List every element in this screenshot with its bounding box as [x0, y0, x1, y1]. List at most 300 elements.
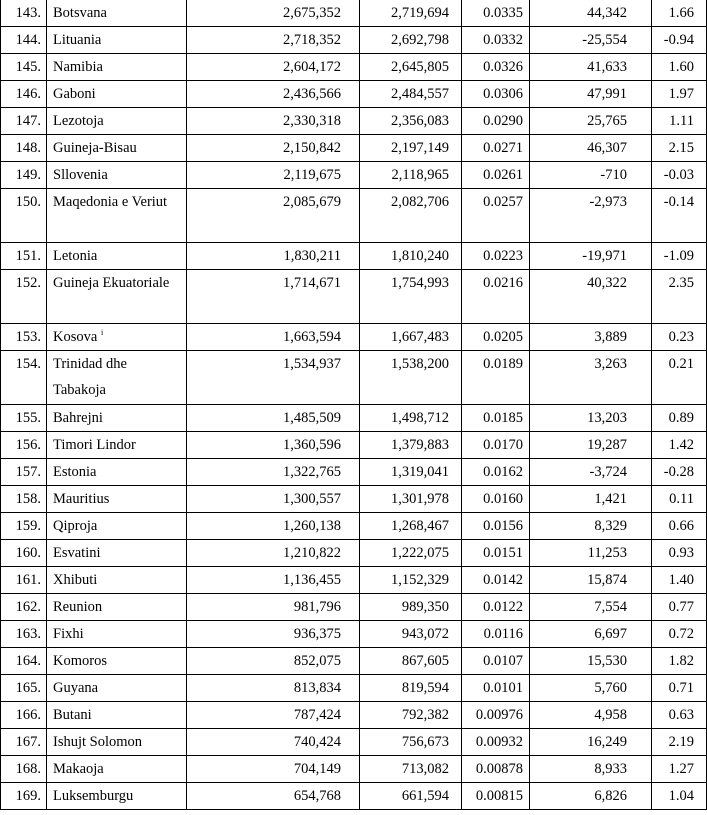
population-previous-cell-text: 2,330,318: [283, 113, 341, 129]
rank-cell-text: 144.: [15, 32, 41, 48]
population-change-cell: [530, 567, 652, 594]
world-share-cell: [462, 756, 530, 783]
population-change-cell: [530, 135, 652, 162]
rank-cell: [1, 243, 47, 270]
population-previous-cell-text: 2,718,352: [283, 32, 341, 48]
table-row: [1, 0, 707, 27]
country-name-cell: [47, 567, 187, 594]
table-row: [1, 783, 707, 810]
rank-cell: [1, 702, 47, 729]
population-previous-cell: [187, 162, 360, 189]
percent-change-cell-text: 2.35: [668, 275, 694, 291]
country-name-cell: [47, 702, 187, 729]
population-current-cell-text: 989,350: [401, 599, 449, 615]
population-previous-cell: [187, 54, 360, 81]
percent-change-cell-text: 0.23: [668, 329, 694, 345]
rank-cell-text: 160.: [15, 545, 41, 561]
rank-cell-text: 148.: [15, 140, 41, 156]
world-share-cell-text: 0.0261: [483, 167, 523, 183]
country-name-cell-text: Fixhi: [53, 626, 84, 642]
percent-change-cell: [652, 594, 707, 621]
table-row: [1, 27, 707, 54]
table-row: [1, 432, 707, 459]
rank-cell-text: 163.: [15, 626, 41, 642]
percent-change-cell-text: 1.66: [668, 5, 694, 21]
percent-change-cell-text: 0.93: [668, 545, 694, 561]
table-row: [1, 675, 707, 702]
world-share-cell: [462, 567, 530, 594]
world-share-cell-text: 0.0257: [483, 194, 523, 210]
table-row: [1, 405, 707, 432]
world-share-cell: [462, 270, 530, 324]
table-row: [1, 486, 707, 513]
population-current-cell: [360, 459, 462, 486]
population-change-cell: [530, 594, 652, 621]
world-share-cell: [462, 783, 530, 810]
world-share-cell: [462, 513, 530, 540]
rank-cell-text: 158.: [15, 491, 41, 507]
percent-change-cell-text: 1.82: [668, 653, 694, 669]
percent-change-cell: [652, 108, 707, 135]
percent-change-cell-text: 0.11: [669, 491, 694, 507]
country-name-cell: [47, 0, 187, 27]
rank-cell-text: 161.: [15, 572, 41, 588]
percent-change-cell: [652, 459, 707, 486]
country-name-cell-text: Xhibuti: [53, 572, 98, 588]
population-current-cell: [360, 135, 462, 162]
country-name-cell: [47, 81, 187, 108]
country-name-cell-text: Luksemburgu: [53, 788, 134, 804]
world-share-cell-text: 0.00815: [475, 788, 523, 804]
population-current-cell-text: 1,379,883: [391, 437, 449, 453]
population-current-cell: [360, 54, 462, 81]
population-previous-cell-text: 787,424: [293, 707, 341, 723]
population-current-cell: [360, 108, 462, 135]
rank-cell: [1, 135, 47, 162]
world-share-cell-text: 0.0122: [483, 599, 523, 615]
world-share-cell-text: 0.0107: [483, 653, 523, 669]
population-previous-cell-text: 981,796: [293, 599, 341, 615]
world-share-cell-text: 0.00976: [475, 707, 523, 723]
population-change-cell: [530, 756, 652, 783]
population-previous-cell-text: 936,375: [293, 626, 341, 642]
world-share-cell-text: 0.0223: [483, 248, 523, 264]
rank-cell: [1, 594, 47, 621]
population-previous-cell: [187, 756, 360, 783]
world-share-cell-text: 0.0335: [483, 5, 523, 21]
population-current-cell-text: 819,594: [401, 680, 449, 696]
population-previous-cell: [187, 540, 360, 567]
percent-change-cell: [652, 135, 707, 162]
rank-cell: [1, 27, 47, 54]
population-current-cell: [360, 432, 462, 459]
population-current-cell: [360, 675, 462, 702]
population-change-cell-text: 5,760: [594, 680, 627, 696]
population-previous-cell: [187, 594, 360, 621]
table-row: [1, 108, 707, 135]
rank-cell-text: 154.: [15, 356, 41, 372]
population-previous-cell-text: 740,424: [293, 734, 341, 750]
population-previous-cell-text: 1,663,594: [283, 329, 341, 345]
population-current-cell-text: 1,301,978: [391, 491, 449, 507]
population-current-cell: [360, 621, 462, 648]
population-current-cell-text: 867,605: [401, 653, 449, 669]
population-current-cell: [360, 243, 462, 270]
population-previous-cell: [187, 405, 360, 432]
world-share-cell-text: 0.00932: [475, 734, 523, 750]
table-row: [1, 459, 707, 486]
population-previous-cell: [187, 81, 360, 108]
country-name-cell-text: Komoros: [53, 653, 107, 669]
country-name-cell: [47, 756, 187, 783]
rank-cell-text: 149.: [15, 167, 41, 183]
rank-cell: [1, 270, 47, 324]
population-previous-cell-text: 2,085,679: [283, 194, 341, 210]
rank-cell-text: 157.: [15, 464, 41, 480]
country-name-cell-text: Estonia: [53, 464, 97, 480]
rank-cell-text: 164.: [15, 653, 41, 669]
population-change-cell: [530, 0, 652, 27]
rank-cell: [1, 108, 47, 135]
population-change-cell-text: 1,421: [594, 491, 627, 507]
percent-change-cell-text: 0.66: [668, 518, 694, 534]
percent-change-cell-text: 1.97: [668, 86, 694, 102]
population-previous-cell-text: 1,300,557: [283, 491, 341, 507]
table-row: [1, 351, 707, 405]
world-share-cell: [462, 459, 530, 486]
population-current-cell-text: 2,484,557: [391, 86, 449, 102]
country-name-cell: [47, 594, 187, 621]
percent-change-cell: [652, 756, 707, 783]
world-share-cell-text: 0.0189: [483, 356, 523, 372]
rank-cell-text: 153.: [15, 329, 41, 345]
country-name-cell: [47, 432, 187, 459]
population-previous-cell: [187, 567, 360, 594]
population-previous-cell: [187, 270, 360, 324]
country-name-cell: [47, 351, 187, 405]
world-share-cell: [462, 729, 530, 756]
population-current-cell: [360, 567, 462, 594]
world-share-cell: [462, 621, 530, 648]
percent-change-cell: [652, 702, 707, 729]
country-name-cell-text: Letonia: [53, 248, 98, 264]
population-current-cell-text: 2,082,706: [391, 194, 449, 210]
population-previous-cell: [187, 351, 360, 405]
rank-cell: [1, 459, 47, 486]
rank-cell: [1, 540, 47, 567]
country-name-cell-text: Mauritius: [53, 491, 110, 507]
world-share-cell-text: 0.0162: [483, 464, 523, 480]
world-share-cell-text: 0.0116: [483, 626, 523, 642]
population-previous-cell-text: 1,260,138: [283, 518, 341, 534]
table-row: [1, 135, 707, 162]
world-share-cell: [462, 162, 530, 189]
percent-change-cell-text: 1.40: [668, 572, 694, 588]
rank-cell-text: 147.: [15, 113, 41, 129]
population-previous-cell-text: 704,149: [293, 761, 341, 777]
rank-cell-text: 162.: [15, 599, 41, 615]
country-name-cell-text: Timori Lindor: [53, 437, 136, 453]
population-previous-cell: [187, 702, 360, 729]
rank-cell: [1, 783, 47, 810]
rank-cell-text: 168.: [15, 761, 41, 777]
population-current-cell-text: 1,319,041: [391, 464, 449, 480]
population-change-cell-text: 3,263: [594, 356, 627, 372]
rank-cell: [1, 162, 47, 189]
table-row: [1, 729, 707, 756]
population-change-cell-text: -19,971: [582, 248, 627, 264]
table-row: [1, 756, 707, 783]
population-previous-cell: [187, 27, 360, 54]
population-previous-cell-text: 1,210,822: [283, 545, 341, 561]
population-change-cell-text: 15,530: [587, 653, 627, 669]
table-body: [1, 0, 707, 810]
population-previous-cell-text: 1,830,211: [283, 248, 341, 264]
rank-cell: [1, 513, 47, 540]
rank-cell: [1, 486, 47, 513]
table-row: [1, 81, 707, 108]
population-previous-cell: [187, 459, 360, 486]
rank-cell: [1, 756, 47, 783]
population-change-cell-text: 19,287: [587, 437, 627, 453]
world-share-cell-text: 0.0156: [483, 518, 523, 534]
percent-change-cell: [652, 432, 707, 459]
world-share-cell-text: 0.0216: [483, 275, 523, 291]
world-share-cell: [462, 54, 530, 81]
population-current-cell-text: 2,645,805: [391, 59, 449, 75]
percent-change-cell: [652, 27, 707, 54]
percent-change-cell-text: 0.63: [668, 707, 694, 723]
rank-cell-text: 159.: [15, 518, 41, 534]
country-name-cell: [47, 486, 187, 513]
country-name-cell-text: Maqedonia e Veriut: [53, 194, 168, 210]
population-change-cell: [530, 513, 652, 540]
population-previous-cell-text: 1,485,509: [283, 410, 341, 426]
population-previous-cell-text: 2,150,842: [283, 140, 341, 156]
rank-cell: [1, 54, 47, 81]
population-current-cell-text: 943,072: [401, 626, 449, 642]
country-name-cell: [47, 243, 187, 270]
country-name-cell-text: Ishujt Solomon: [53, 734, 143, 750]
population-change-cell: [530, 459, 652, 486]
population-change-cell-text: -25,554: [582, 32, 627, 48]
country-name-cell: [47, 621, 187, 648]
table-row: [1, 621, 707, 648]
percent-change-cell: [652, 162, 707, 189]
population-change-cell: [530, 108, 652, 135]
rank-cell: [1, 0, 47, 27]
population-current-cell: [360, 729, 462, 756]
population-previous-cell-text: 813,834: [293, 680, 341, 696]
population-current-cell-text: 1,222,075: [391, 545, 449, 561]
population-change-cell-text: 8,329: [594, 518, 627, 534]
rank-cell: [1, 621, 47, 648]
percent-change-cell-text: 1.42: [668, 437, 694, 453]
percent-change-cell: [652, 0, 707, 27]
country-name-cell: [47, 135, 187, 162]
table-row: [1, 324, 707, 351]
population-previous-cell-text: 654,768: [293, 788, 341, 804]
country-name-cell: [47, 648, 187, 675]
table-row: [1, 189, 707, 243]
table-row: [1, 270, 707, 324]
percent-change-cell-text: 1.11: [669, 113, 694, 129]
percent-change-cell: [652, 621, 707, 648]
country-name-cell-text: Botsvana: [53, 5, 107, 21]
population-current-cell: [360, 324, 462, 351]
rank-cell: [1, 648, 47, 675]
percent-change-cell: [652, 729, 707, 756]
percent-change-cell-text: 2.15: [668, 140, 694, 156]
population-current-cell-text: 1,667,483: [391, 329, 449, 345]
world-share-cell: [462, 648, 530, 675]
world-share-cell-text: 0.0170: [483, 437, 523, 453]
country-name-cell-text: Namibia: [53, 59, 103, 75]
percent-change-cell: [652, 351, 707, 405]
population-previous-cell: [187, 324, 360, 351]
rank-cell: [1, 189, 47, 243]
world-share-cell: [462, 405, 530, 432]
population-previous-cell-text: 1,136,455: [283, 572, 341, 588]
world-share-cell-text: 0.0160: [483, 491, 523, 507]
world-share-cell-text: 0.0306: [483, 86, 523, 102]
percent-change-cell: [652, 540, 707, 567]
country-name-cell: [47, 783, 187, 810]
population-previous-cell-text: 1,714,671: [283, 275, 341, 291]
percent-change-cell: [652, 324, 707, 351]
population-current-cell-text: 1,268,467: [391, 518, 449, 534]
rank-cell: [1, 729, 47, 756]
population-change-cell: [530, 27, 652, 54]
population-change-cell: [530, 243, 652, 270]
percent-change-cell-text: 0.21: [668, 356, 694, 372]
percent-change-cell: [652, 243, 707, 270]
country-name-cell-text: Sllovenia: [53, 167, 108, 183]
world-share-cell: [462, 675, 530, 702]
population-change-cell: [530, 621, 652, 648]
rank-cell-text: 156.: [15, 437, 41, 453]
population-change-cell: [530, 81, 652, 108]
footnote-marker: i: [100, 328, 104, 338]
table-row: [1, 54, 707, 81]
rank-cell: [1, 324, 47, 351]
percent-change-cell-text: -0.28: [663, 464, 694, 480]
country-name-cell: [47, 54, 187, 81]
world-share-cell-text: 0.0326: [483, 59, 523, 75]
world-share-cell: [462, 702, 530, 729]
country-name-cell-text: Reunion: [53, 599, 103, 615]
population-current-cell-text: 1,152,329: [391, 572, 449, 588]
population-change-cell-text: 13,203: [587, 410, 627, 426]
percent-change-cell-text: -1.09: [663, 248, 694, 264]
population-current-cell: [360, 351, 462, 405]
population-current-cell-text: 1,754,993: [391, 275, 449, 291]
population-change-cell-text: 16,249: [587, 734, 627, 750]
population-change-cell: [530, 486, 652, 513]
population-change-cell: [530, 324, 652, 351]
percent-change-cell: [652, 54, 707, 81]
table-row: [1, 162, 707, 189]
population-change-cell: [530, 189, 652, 243]
percent-change-cell-text: 1.04: [668, 788, 694, 804]
population-current-cell-text: 2,692,798: [391, 32, 449, 48]
country-name-cell-text: Guyana: [53, 680, 99, 696]
world-share-cell: [462, 432, 530, 459]
population-current-cell-text: 1,498,712: [391, 410, 449, 426]
population-previous-cell: [187, 729, 360, 756]
world-share-cell-text: 0.0101: [483, 680, 523, 696]
rank-cell-text: 165.: [15, 680, 41, 696]
population-previous-cell: [187, 513, 360, 540]
population-current-cell: [360, 162, 462, 189]
percent-change-cell: [652, 675, 707, 702]
country-name-cell: [47, 189, 187, 243]
population-current-cell: [360, 513, 462, 540]
population-previous-cell: [187, 783, 360, 810]
population-change-cell: [530, 729, 652, 756]
population-change-cell-text: 6,826: [594, 788, 627, 804]
world-share-cell-text: 0.0151: [483, 545, 523, 561]
population-current-cell: [360, 405, 462, 432]
population-previous-cell: [187, 621, 360, 648]
population-current-cell: [360, 648, 462, 675]
country-name-cell: [47, 108, 187, 135]
population-previous-cell: [187, 189, 360, 243]
population-current-cell-text: 713,082: [401, 761, 449, 777]
population-current-cell-text: 2,118,965: [391, 167, 449, 183]
percent-change-cell: [652, 567, 707, 594]
population-change-cell-text: 47,991: [587, 86, 627, 102]
population-change-cell: [530, 648, 652, 675]
country-name-cell-text: Butani: [53, 707, 92, 723]
table-row: [1, 243, 707, 270]
percent-change-cell-text: 2.19: [668, 734, 694, 750]
population-current-cell: [360, 0, 462, 27]
population-current-cell-text: 2,356,083: [391, 113, 449, 129]
population-current-cell-text: 756,673: [401, 734, 449, 750]
percent-change-cell: [652, 513, 707, 540]
percent-change-cell: [652, 783, 707, 810]
rank-cell-text: 146.: [15, 86, 41, 102]
population-change-cell-text: 7,554: [594, 599, 627, 615]
population-current-cell: [360, 486, 462, 513]
world-share-cell: [462, 351, 530, 405]
percent-change-cell-text: -0.94: [663, 32, 694, 48]
world-share-cell: [462, 324, 530, 351]
population-change-cell-text: 44,342: [587, 5, 627, 21]
rank-cell-text: 152.: [15, 275, 41, 291]
population-change-cell-text: 6,697: [594, 626, 627, 642]
world-share-cell: [462, 594, 530, 621]
country-name-cell-text: Gaboni: [53, 86, 96, 102]
population-current-cell: [360, 540, 462, 567]
population-previous-cell-text: 2,604,172: [283, 59, 341, 75]
population-change-cell-text: 15,874: [587, 572, 627, 588]
population-current-cell: [360, 189, 462, 243]
table-row: [1, 648, 707, 675]
world-share-cell-text: 0.0185: [483, 410, 523, 426]
table-row: [1, 567, 707, 594]
population-change-cell: [530, 270, 652, 324]
percent-change-cell: [652, 405, 707, 432]
population-current-cell-text: 1,538,200: [391, 356, 449, 372]
world-share-cell-text: 0.00878: [475, 761, 523, 777]
population-change-cell: [530, 405, 652, 432]
world-share-cell: [462, 108, 530, 135]
population-previous-cell: [187, 675, 360, 702]
population-change-cell: [530, 432, 652, 459]
rank-cell-text: 169.: [15, 788, 41, 804]
